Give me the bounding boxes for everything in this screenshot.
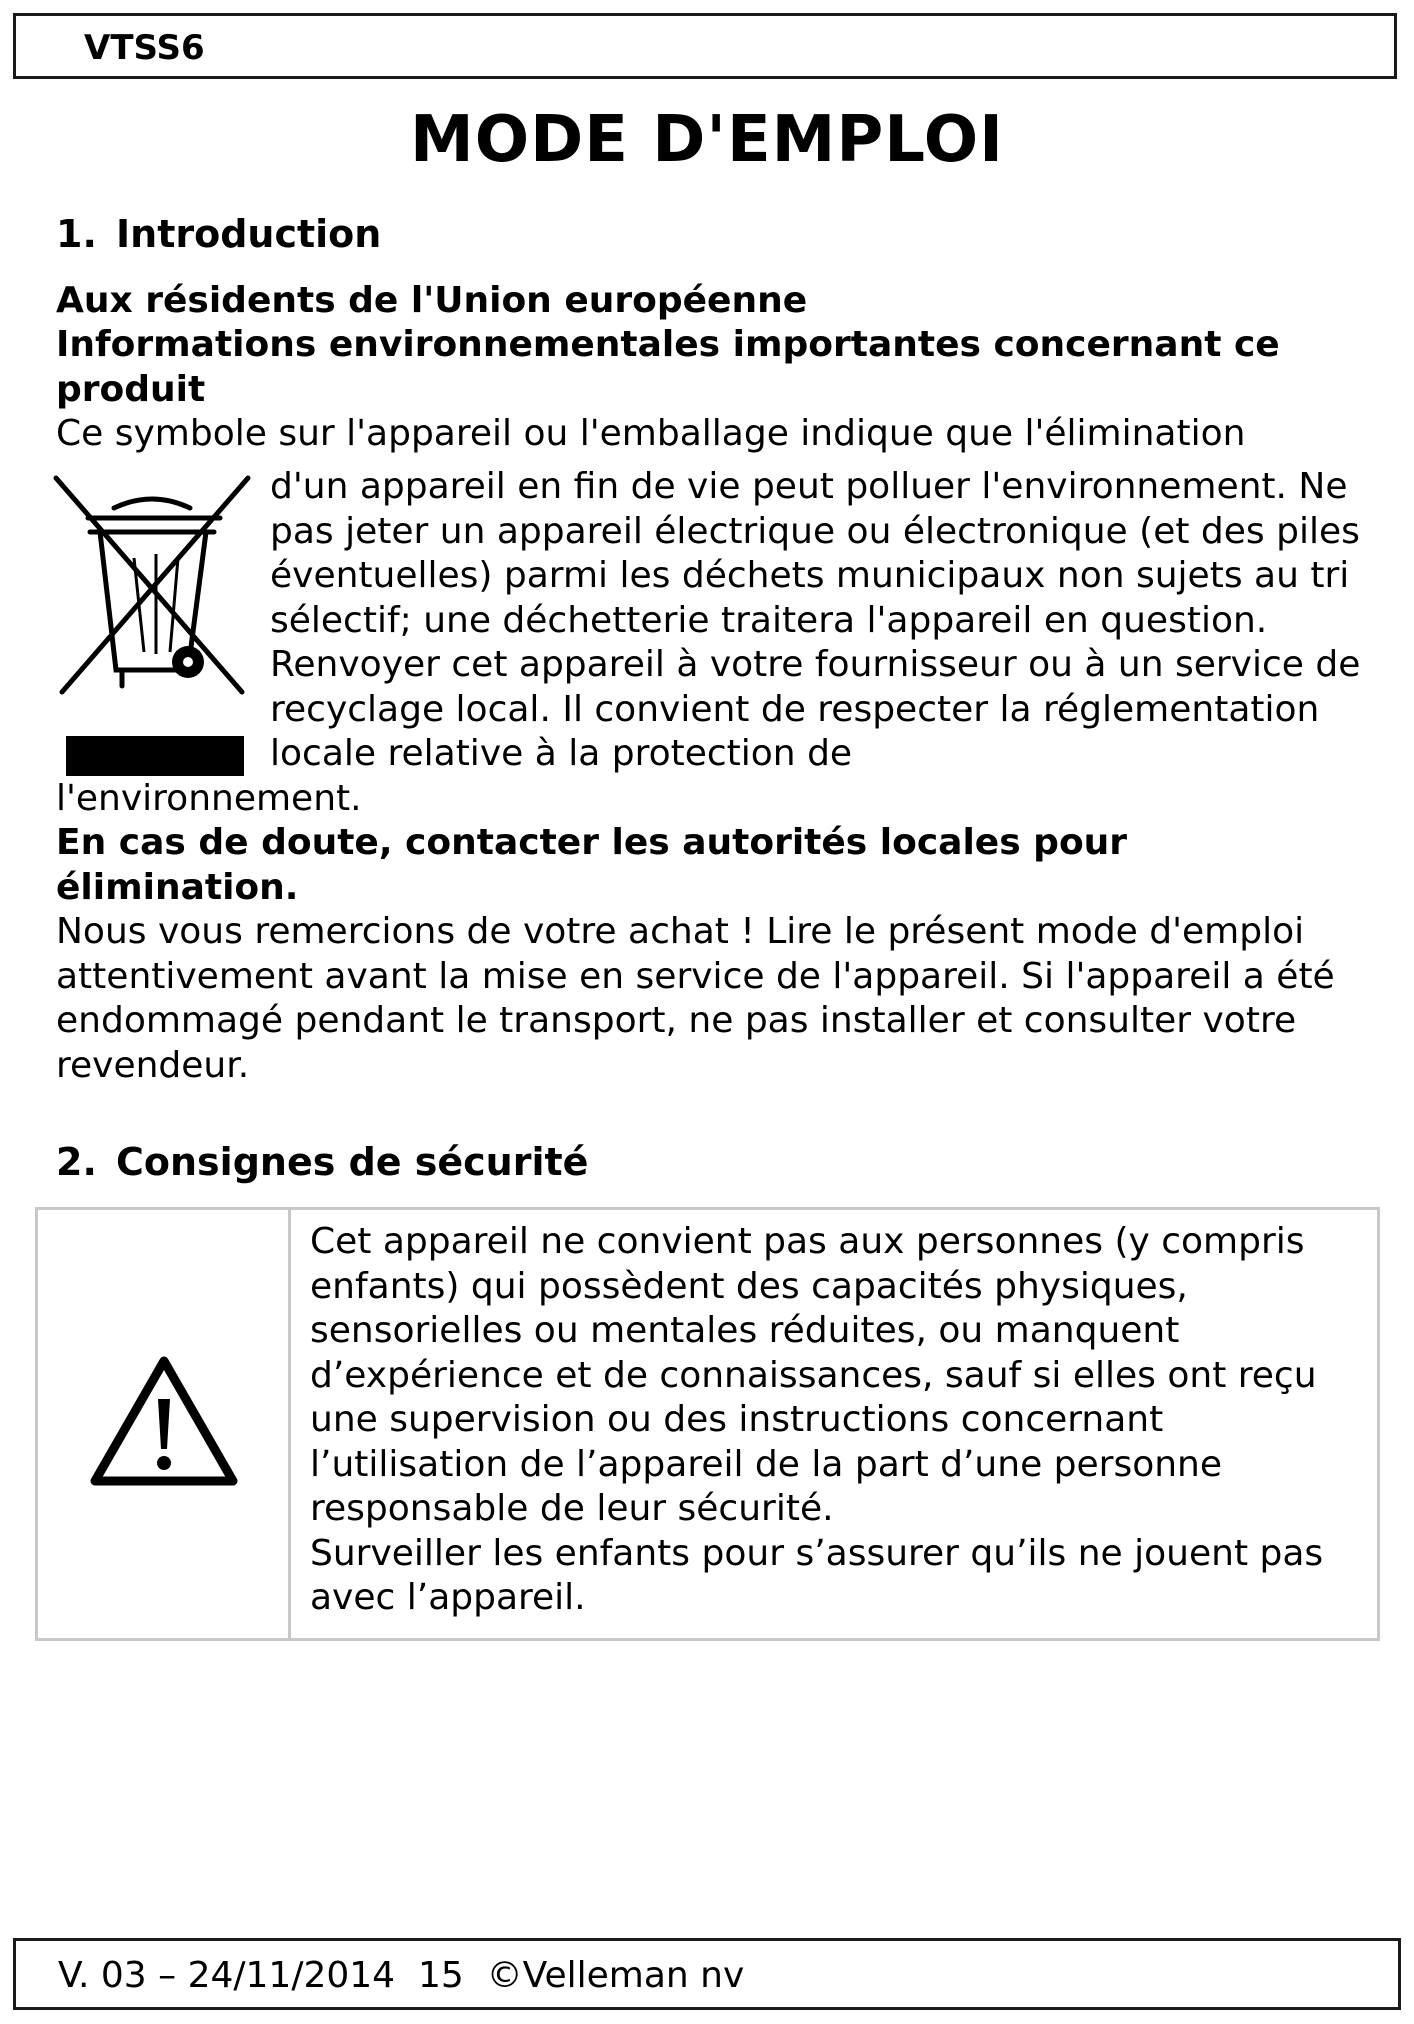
section-2-title: Consignes de sécurité bbox=[116, 1140, 589, 1184]
document-title: MODE D'EMPLOI bbox=[410, 103, 1004, 177]
table-divider bbox=[288, 1210, 291, 1638]
footer-version: V. 03 – 24/11/2014 bbox=[58, 1955, 396, 1996]
footer-text bbox=[58, 1955, 744, 1997]
safety-warning-paragraph: Cet appareil ne convient pas aux personnes (y compris enfants) qui possèdent des capacités physiques, sensorielles ou mentales réduites, ou manquent d’expérience et de connaissances, sauf si elles ont reçu une supervision ou des instructions concernant l’utilisation de l’appareil de la part d’une personne responsable de leur sécurité. bbox=[310, 1221, 1317, 1529]
model-code: VTSS6 bbox=[84, 28, 205, 68]
warning-triangle-icon bbox=[89, 1355, 239, 1489]
section-1-title: Introduction bbox=[116, 212, 382, 256]
weee-intro-text: Ce symbole sur l'appareil ou l'emballage indique que l'élimination bbox=[56, 413, 1246, 454]
eu-residents-heading: Aux résidents de l'Union européenne bbox=[56, 280, 808, 321]
safety-text bbox=[310, 1220, 1370, 1621]
crossed-out-wheelie-bin-icon bbox=[52, 474, 252, 780]
footer-copyright: ©Velleman nv bbox=[486, 1955, 745, 1996]
section-1-number: 1. bbox=[56, 212, 97, 256]
doubt-contact-note: En cas de doute, contacter les autorités locales pour élimination. bbox=[56, 822, 1128, 908]
weee-body-text: d'un appareil en fin de vie peut polluer l'environnement. Ne pas jeter un appareil électrique ou électronique (et des piles éventuelles) parmi les déchets municipaux non sujets au tri sélectif; une déchetterie traitera l'appareil en question. Renvoyer cet appareil à votre fournisseur ou à un service de recyclage local. Il convient de respecter la réglementation locale relative à la protection de bbox=[270, 466, 1361, 774]
safety-table bbox=[35, 1207, 1380, 1641]
footer-page-number: 15 bbox=[417, 1955, 464, 1996]
section-1-heading bbox=[56, 212, 381, 256]
section-2-heading bbox=[56, 1140, 588, 1184]
thanks-paragraph: Nous vous remercions de votre achat ! Lire le présent mode d'emploi attentivement avant la mise en service de l'appareil. Si l'appareil a été endommagé pendant le transport, ne pas installer et consulter votre revendeur. bbox=[56, 911, 1335, 1086]
weee-end-text: l'environnement. bbox=[56, 778, 362, 819]
footer-box bbox=[13, 1938, 1401, 2010]
environment-info-heading: Informations environnementales importantes concernant ce produit bbox=[56, 324, 1280, 410]
section-2-number: 2. bbox=[56, 1140, 97, 1184]
children-supervision-paragraph: Surveiller les enfants pour s’assurer qu’ils ne jouent pas avec l’appareil. bbox=[310, 1532, 1324, 1618]
header-box bbox=[13, 13, 1397, 79]
